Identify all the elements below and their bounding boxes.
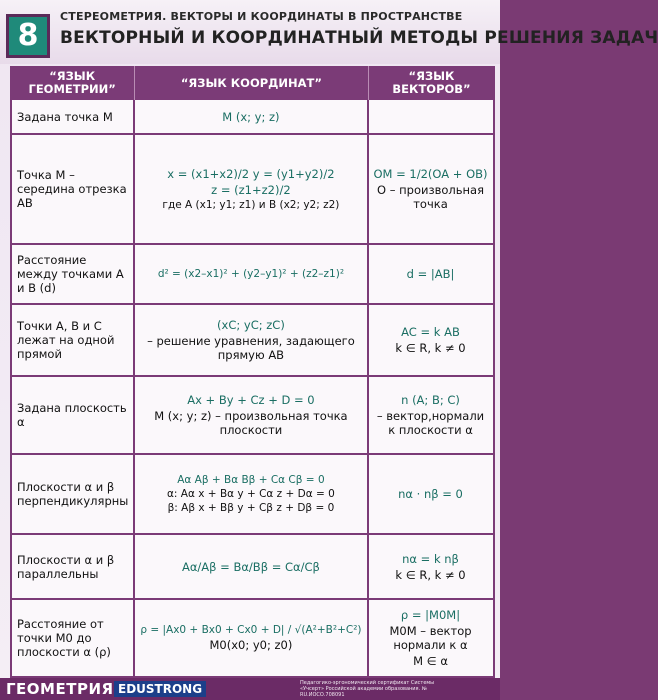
methods-table [10, 66, 495, 678]
coord-line: – решение уравнения, задающего прямую AB [147, 334, 355, 362]
coord-line: Aα Aβ + Bα Bβ + Cα Cβ = 0 [177, 474, 325, 486]
table-row [10, 455, 495, 535]
vec-cell [369, 245, 495, 305]
table-row [10, 135, 495, 245]
vec-line: ρ = |M0M| [400, 608, 461, 622]
coord-line: β: Aβ x + Bβ y + Cβ z + Dβ = 0 [167, 502, 335, 514]
coord-line: где A (x1; y1; z1) и B (x2; y2; z2) [162, 199, 340, 211]
geo-cell: Точки A, B и C лежат на одной прямой [10, 305, 135, 377]
page-title: ВЕКТОРНЫЙ И КООРДИНАТНЫЙ МЕТОДЫ РЕШЕНИЯ ЗАДАЧ [60, 28, 658, 48]
coord-line: ρ = |Ax0 + Bx0 + Cx0 + D| / √(A²+B²+C²) [140, 624, 362, 636]
vec-cell [369, 377, 495, 455]
geo-cell: Плоскости α и β перпендикулярны [10, 455, 135, 535]
table-row [10, 377, 495, 455]
coord-line: z = (z1+z2)/2 [211, 183, 291, 197]
coord-line: M (x; y; z) [222, 109, 280, 124]
vec-line: M ∈ α [413, 654, 448, 668]
coord-cell [135, 100, 368, 135]
coord-line: (xC; yC; zC) [217, 318, 285, 332]
vec-cell [369, 100, 495, 135]
vec-line: k ∈ R, k ≠ 0 [395, 341, 466, 355]
coord-cell [135, 245, 368, 305]
coord-cell [135, 377, 368, 455]
column-geometry: “ЯЗЫК ГЕОМЕТРИИ” [10, 66, 135, 100]
footer-title: ГЕОМЕТРИЯ [6, 680, 114, 698]
geo-cell: Расстояние между точками A и B (d) [10, 245, 135, 305]
vec-line: k ∈ R, k ≠ 0 [395, 567, 466, 582]
vec-line: d = |AB| [406, 267, 455, 281]
coord-cell [135, 305, 368, 377]
vec-line: – вектор,нормали к плоскости α [376, 409, 485, 437]
footer [0, 678, 500, 700]
certificate-note: Педагогико-эргономический сертификат Системы «Учсерт» Российской академии образования. № RU.ИОСО.708091 [300, 680, 435, 698]
coord-cell [135, 455, 368, 535]
vec-line: M0M – вектор нормали к α [389, 624, 472, 652]
coord-line: α: Aα x + Bα y + Cα z + Dα = 0 [167, 488, 335, 500]
geo-cell: Задана точка M [10, 100, 135, 135]
geo-cell: Плоскости α и β параллельны [10, 535, 135, 600]
column-vectors: “ЯЗЫК ВЕКТОРОВ” [369, 66, 495, 100]
vec-line: n (A; B; C) [401, 393, 460, 407]
geo-cell: Точка M – середина отрезка AB [10, 135, 135, 245]
coord-line: Ax + By + Cz + D = 0 [187, 393, 315, 407]
brand-logo: EDUSTRONG [114, 681, 206, 697]
table-row [10, 245, 495, 305]
vec-line: AC = k AB [401, 325, 460, 339]
table-row [10, 305, 495, 377]
vec-line: OM = 1/2(OA + OB) [373, 167, 488, 181]
vec-cell [369, 535, 495, 600]
geo-cell: Расстояние от точки M0 до плоскости α (ρ) [10, 600, 135, 678]
geo-cell: Задана плоскость α [10, 377, 135, 455]
header [0, 0, 658, 64]
vec-cell [369, 135, 495, 245]
supertitle: СТЕРЕОМЕТРИЯ. ВЕКТОРЫ И КООРДИНАТЫ В ПРОСТРАНСТВЕ [60, 10, 463, 23]
vec-cell [369, 600, 495, 678]
vec-cell [369, 305, 495, 377]
coord-cell [135, 135, 368, 245]
coord-line: x = (x1+x2)/2 y = (y1+y2)/2 [167, 167, 335, 181]
coord-line: M (x; y; z) – произвольная точка плоскости [154, 409, 348, 437]
coord-line: M0(x0; y0; z0) [209, 638, 293, 652]
coord-line: Aα/Aβ = Bα/Bβ = Cα/Cβ [181, 559, 320, 574]
coord-line: d² = (x2–x1)² + (y2–y1)² + (z2–z1)² [157, 268, 345, 280]
table-row [10, 100, 495, 135]
table-row [10, 535, 495, 600]
coord-cell [135, 600, 368, 678]
table-row [10, 600, 495, 678]
column-coordinates: “ЯЗЫК КООРДИНАТ” [135, 66, 368, 100]
vec-line: nα · nβ = 0 [398, 487, 463, 501]
coord-cell [135, 535, 368, 600]
vec-line: O – произвольная точка [377, 183, 484, 211]
vec-cell [369, 455, 495, 535]
vec-line: nα = k nβ [402, 551, 459, 566]
section-number: 8 [6, 14, 50, 58]
